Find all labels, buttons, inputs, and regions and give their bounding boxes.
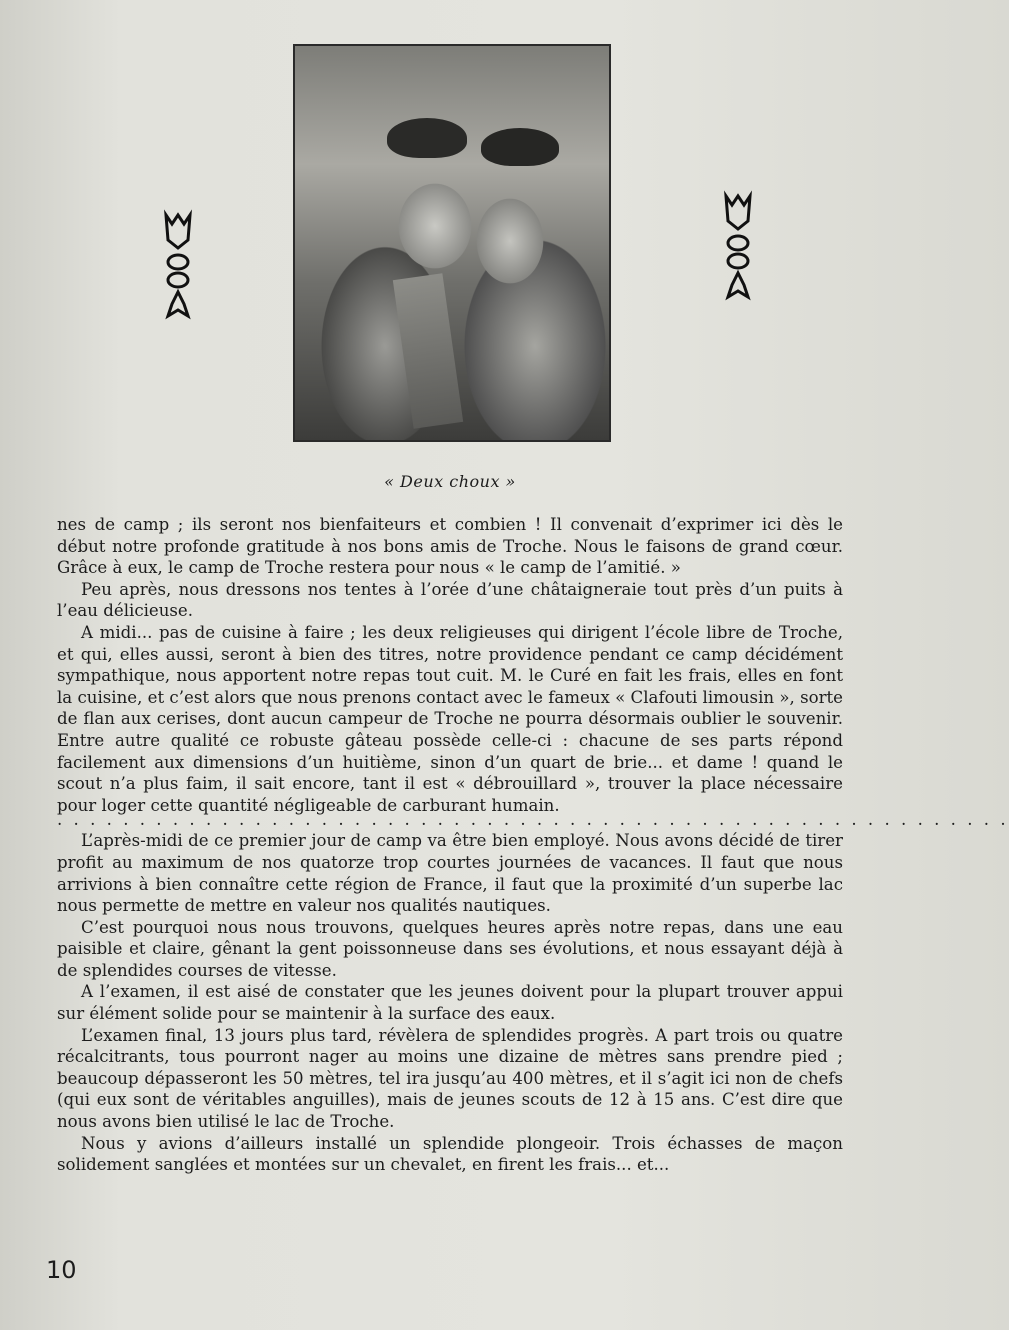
photo-caption: « Deux choux » bbox=[384, 472, 516, 491]
paragraph: A midi... pas de cuisine à faire ; les deux religieuses qui dirigent l’école libre de Troche, et qui, elles aussi, seront à bien des titres, notre providence pendant ce camp décidément sympathique, nous apportent notre repas tout cuit. M. le Curé en fait les frais, elles en font la cuisine, et c’est alors que nous prenons contact avec le fameux « Clafouti limousin », sorte de flan aux cerises, dont aucun campeur de Troche ne pourra désormais oublier le souvenir. Entre autre qualité ce robuste gâteau possède celle-ci : chacune de ses parts répond facilement aux dimensions d’un huitième, sinon d’un quart de brie... et dame ! quand le scout n’a plus faim, il sait encore, tant il est « débrouillard », trouver la place nécessaire pour loger cette quantité négligeable de carburant humain. bbox=[57, 622, 843, 815]
beret-right bbox=[481, 128, 559, 166]
paragraph: C’est pourquoi nous nous trouvons, quelques heures après notre repas, dans une eau paisible et claire, gênant la gent poissonneuse dans ses évolutions, et nous essayant déjà à de splendides courses de vitesse. bbox=[57, 917, 843, 980]
right-ornament-icon bbox=[718, 193, 758, 303]
paragraph: L’après-midi de ce premier jour de camp va être bien employé. Nous avons décidé de tirer profit au maximum de nos quatorze trop courtes journées de vacances. Il faut que nous arrivions à bien connaître cette région de France, il faut que la proximité d’un superbe lac nous permette de mettre en valeur nos qualités nautiques. bbox=[57, 831, 843, 916]
scarf bbox=[393, 273, 463, 428]
page-number: 10 bbox=[46, 1256, 77, 1284]
paragraph: L’examen final, 13 jours plus tard, révèlera de splendides progrès. A part trois ou quatre récalcitrants, tous pourront nager au moins une dizaine de mètres sans prendre pied ; beaucoup dépasseront les 50 mètres, tel ira jusqu’au 400 mètres, et il s’agit ici non de chefs (qui eux sont de véritables anguilles), mais de jeunes scouts de 12 à 15 ans. C’est dire que nous avons bien utilisé le lac de Troche. bbox=[57, 1025, 843, 1132]
paragraph: A l’examen, il est aisé de constater que les jeunes doivent pour la plupart trouver appui sur élément solide pour se maintenir à la surface des eaux. bbox=[57, 982, 843, 1024]
photo-deux-choux bbox=[293, 44, 611, 442]
paragraph: Peu après, nous dressons nos tentes à l’orée d’une châtaigneraie tout près d’un puits à l’eau délicieuse. bbox=[57, 579, 843, 621]
paragraph: nes de camp ; ils seront nos bienfaiteurs et combien ! Il convenait d’exprimer ici dès le début notre profonde gratitude à nos bons amis de Troche. Nous le faisons de grand cœur. Grâce à eux, le camp de Troche restera pour nous « le camp de l’amitié. » bbox=[57, 515, 843, 578]
beret-left bbox=[387, 118, 467, 158]
section-dots: . . . . . . . . . . . . . . . . . . . . . . . . . . . . . . . . . . . . . . . . . . . . . . . . . . . . . . . . . . bbox=[57, 810, 1009, 830]
left-ornament-icon bbox=[158, 212, 198, 322]
body-text bbox=[57, 514, 1009, 1176]
paragraph: Nous y avions d’ailleurs installé un splendide plongeoir. Trois échasses de maçon solidement sanglées et montées sur un chevalet, en firent les frais... et... bbox=[57, 1133, 843, 1175]
